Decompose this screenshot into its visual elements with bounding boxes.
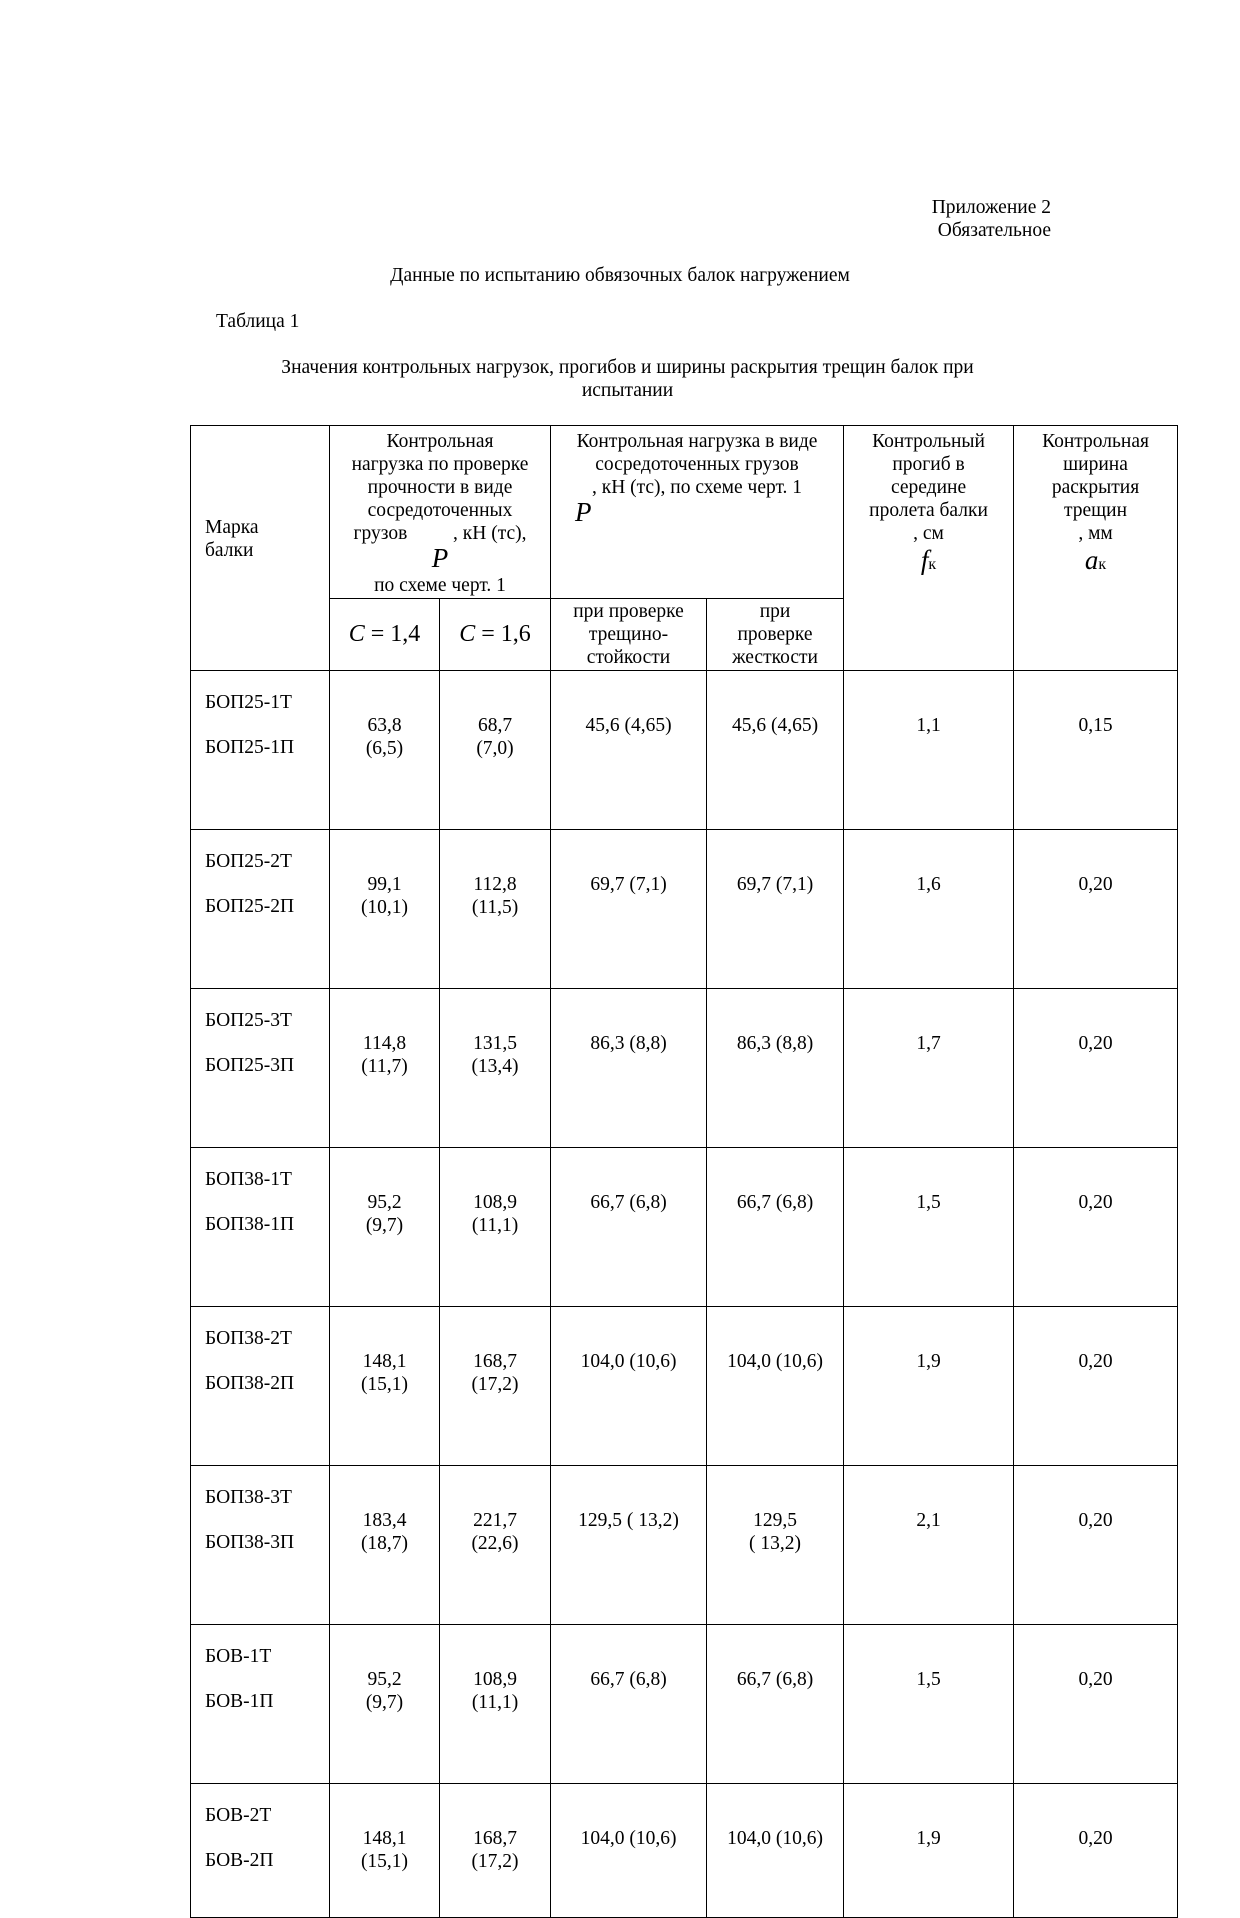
load-c16 [440, 1307, 551, 1466]
header-deflection-line: пролета балки [869, 500, 988, 521]
header-deflection-line: середине [890, 477, 967, 498]
header-concentrated-line: Контрольная нагрузка в виде [576, 431, 818, 452]
load-c16-tf: (13,4) [471, 1056, 519, 1077]
c16-var: C [459, 621, 476, 648]
load-symbol: P [575, 497, 592, 527]
page-heading: Данные по испытанию обвязочных балок нагружением [390, 265, 850, 286]
stiff-check-line: жесткости [732, 647, 818, 668]
load-c16-tf: (22,6) [471, 1533, 519, 1554]
load-c14 [330, 1784, 440, 1918]
crack-check-line: при проверке [573, 601, 684, 622]
crack-width-value [1014, 1307, 1178, 1466]
header-mark-line2: балки [205, 540, 254, 561]
ak-value: 0,20 [1078, 1669, 1113, 1690]
beam-mark-t: БОП38-3Т [205, 1487, 292, 1508]
deflection-value [844, 989, 1014, 1148]
ak-value: 0,20 [1078, 1351, 1113, 1372]
beam-mark-p: БОП25-3П [205, 1055, 295, 1076]
header-strength-line [330, 522, 550, 545]
stiff-value: 66,7 (6,8) [736, 1669, 814, 1690]
header-stiffness [707, 599, 844, 671]
table-row [191, 1625, 1178, 1784]
load-c14-kn: 99,1 [367, 874, 402, 895]
load-crack-resistance [551, 1784, 707, 1918]
load-crack-resistance [551, 1466, 707, 1625]
stiff-check-line: проверке [737, 624, 813, 645]
beam-mark-p: БОП38-2П [205, 1373, 295, 1394]
header-strength-scheme: по схеме черт. 1 [374, 575, 506, 596]
header-row-1 [191, 426, 1178, 599]
load-c16 [440, 1466, 551, 1625]
load-c16-kn: 168,7 [473, 1351, 517, 1372]
load-c14-kn: 63,8 [367, 715, 402, 736]
load-c16-kn: 108,9 [473, 1192, 517, 1213]
beam-mark-t: БОВ-1Т [205, 1646, 272, 1667]
load-crack-resistance [551, 1625, 707, 1784]
table-row [191, 1148, 1178, 1307]
deflection-var: f [920, 545, 929, 575]
crack-value: 66,7 (6,8) [590, 1192, 667, 1213]
beam-mark-t: БОП38-2Т [205, 1328, 292, 1349]
fk-value: 1,5 [916, 1669, 941, 1690]
fk-value: 1,9 [916, 1828, 941, 1849]
load-c14-tf: (18,7) [360, 1533, 409, 1554]
beam-mark [191, 1466, 330, 1625]
load-c16-kn: 108,9 [473, 1669, 517, 1690]
crack-value: 45,6 (4,65) [585, 715, 672, 736]
header-deflection-line: , см [913, 523, 944, 544]
fk-value: 1,7 [916, 1033, 941, 1054]
fk-value: 2,1 [916, 1510, 941, 1531]
deflection-value [844, 1625, 1014, 1784]
load-crack-resistance [551, 989, 707, 1148]
c16-eq: = 1,6 [475, 621, 531, 648]
crack-width-value [1014, 830, 1178, 989]
crack-check-line: стойкости [586, 647, 671, 668]
stiff-value: 66,7 (6,8) [736, 1192, 814, 1213]
beam-mark-p: БОП38-3П [205, 1532, 295, 1553]
ak-value: 0,20 [1078, 874, 1113, 895]
load-stiffness [707, 1625, 844, 1784]
load-c16 [440, 989, 551, 1148]
load-c14 [330, 1307, 440, 1466]
stiff-value: 104,0 (10,6) [727, 1351, 823, 1372]
crack-var: a [1084, 545, 1099, 575]
load-c14-tf: (9,7) [365, 1215, 404, 1236]
table-row [191, 989, 1178, 1148]
header-crack-resistance [551, 599, 707, 671]
crack-value: 69,7 (7,1) [590, 874, 667, 895]
header-strength-line: Контрольная [386, 431, 494, 452]
load-c16-kn: 168,7 [473, 1828, 517, 1849]
table-row [191, 830, 1178, 989]
fk-value: 1,5 [916, 1192, 941, 1213]
beam-mark [191, 1784, 330, 1918]
beam-mark-t: БОП25-3Т [205, 1010, 292, 1031]
header-strength-unit: , кН (тс), [453, 523, 527, 544]
table-row [191, 671, 1178, 830]
ak-value: 0,20 [1078, 1192, 1113, 1213]
deflection-value [844, 830, 1014, 989]
table-row [191, 1784, 1178, 1918]
beam-mark-p: БОВ-1П [205, 1691, 274, 1712]
header-c16 [440, 599, 551, 671]
crack-value: 129,5 ( 13,2) [578, 1510, 679, 1531]
header-crack-line: ширина [1063, 454, 1128, 475]
load-c16-tf: (11,1) [471, 1215, 519, 1236]
load-c14-kn: 114,8 [362, 1033, 407, 1054]
ak-value: 0,20 [1078, 1033, 1113, 1054]
header-crack-line: трещин [1064, 500, 1128, 521]
header-strength-line: сосредоточенных [367, 500, 513, 521]
fk-value: 1,6 [916, 874, 941, 895]
load-crack-resistance [551, 671, 707, 830]
load-c16 [440, 671, 551, 830]
appendix-label [932, 196, 1051, 243]
load-stiffness [707, 1466, 844, 1625]
header-concentrated-line: , кН (тс), по схеме черт. 1 [591, 477, 803, 498]
load-c16-tf: (17,2) [471, 1851, 519, 1872]
fk-value: 1,1 [916, 715, 941, 736]
crack-value: 104,0 (10,6) [580, 1828, 677, 1849]
load-c14-kn: 183,4 [362, 1510, 407, 1531]
load-c14-tf: (15,1) [360, 1851, 409, 1872]
crack-symbol [1014, 547, 1177, 575]
stiff-check-line: при [759, 601, 791, 622]
load-c16-kn: 131,5 [473, 1033, 517, 1054]
load-stiffness [707, 1148, 844, 1307]
load-c16 [440, 830, 551, 989]
crack-value: 86,3 (8,8) [590, 1033, 667, 1054]
header-crack-line: раскрытия [1051, 477, 1140, 498]
beam-mark-t: БОП25-1Т [205, 692, 292, 713]
appendix-number: Приложение 2 [931, 197, 1051, 218]
deflection-value [844, 1466, 1014, 1625]
stiff-value: 86,3 (8,8) [736, 1033, 814, 1054]
load-c14-tf: (9,7) [365, 1692, 404, 1713]
deflection-sub: к [928, 556, 937, 573]
load-c14 [330, 1466, 440, 1625]
load-c16-kn: 112,8 [473, 874, 517, 895]
load-stiffness [707, 671, 844, 830]
crack-value: 104,0 (10,6) [580, 1351, 677, 1372]
c14-var: C [348, 621, 365, 648]
beam-mark [191, 671, 330, 830]
beam-mark-p: БОП38-1П [205, 1214, 295, 1235]
stiff-value: 45,6 (4,65) [731, 715, 819, 736]
load-c16-tf: (17,2) [471, 1374, 519, 1395]
load-crack-resistance [551, 1307, 707, 1466]
load-c16 [440, 1625, 551, 1784]
header-crack-line: , мм [1078, 523, 1113, 544]
load-c16 [440, 1784, 551, 1918]
crack-width-value [1014, 1625, 1178, 1784]
stiff-value: 129,5 [753, 1510, 797, 1531]
crack-width-value [1014, 1148, 1178, 1307]
crack-width-value [1014, 671, 1178, 830]
load-c14-kn: 148,1 [362, 1828, 407, 1849]
appendix-status: Обязательное [937, 220, 1051, 242]
load-c16-tf: (11,1) [471, 1692, 519, 1713]
load-c14-tf: (15,1) [360, 1374, 409, 1395]
beam-mark-p: БОВ-2П [205, 1850, 274, 1871]
header-strength-load [330, 426, 551, 599]
table-row [191, 1307, 1178, 1466]
header-mark-line1: Марка [205, 517, 259, 538]
load-c14-kn: 95,2 [367, 1192, 402, 1213]
deflection-value [844, 1148, 1014, 1307]
data-table [190, 425, 1178, 1918]
header-strength-line: нагрузка по проверке [351, 454, 529, 475]
ak-value: 0,20 [1078, 1828, 1113, 1849]
load-c14-kn: 148,1 [362, 1351, 407, 1372]
header-strength-line: прочности в виде [367, 477, 513, 498]
beam-mark-p: БОП25-2П [205, 896, 295, 917]
beam-mark [191, 1307, 330, 1466]
load-stiffness [707, 1307, 844, 1466]
header-mark [191, 426, 330, 671]
header-deflection-line: Контрольный [872, 431, 985, 452]
header-deflection [844, 426, 1014, 671]
load-stiffness [707, 1784, 844, 1918]
beam-mark [191, 830, 330, 989]
crack-value: 66,7 (6,8) [590, 1669, 667, 1690]
crack-width-value [1014, 1466, 1178, 1625]
load-c16-tf: (7,0) [476, 738, 514, 759]
beam-mark-p: БОП25-1П [205, 737, 295, 758]
deflection-value [844, 671, 1014, 830]
load-crack-resistance [551, 1148, 707, 1307]
fk-value: 1,9 [916, 1351, 941, 1372]
crack-check-line: трещино- [588, 624, 669, 645]
header-concentrated-line: сосредоточенных грузов [595, 454, 799, 475]
load-c14 [330, 671, 440, 830]
header-deflection-line: прогиб в [892, 454, 965, 475]
table-label: Таблица 1 [216, 311, 300, 332]
deflection-value [844, 1307, 1014, 1466]
beam-mark-t: БОВ-2Т [205, 1805, 272, 1826]
c14-eq: = 1,4 [364, 621, 421, 648]
load-c14-tf: (10,1) [360, 897, 409, 918]
stiff-value: 69,7 (7,1) [736, 874, 814, 895]
stiff-value: 104,0 (10,6) [727, 1828, 823, 1849]
header-c14 [330, 599, 440, 671]
load-c14-tf: (11,7) [361, 1056, 408, 1077]
ak-value: 0,15 [1078, 715, 1113, 736]
stiff-value-2: ( 13,2) [749, 1533, 802, 1554]
load-c14 [330, 1625, 440, 1784]
crack-width-value [1014, 989, 1178, 1148]
load-symbol: P [431, 543, 449, 573]
table-body [191, 671, 1178, 1918]
load-c14-kn: 95,2 [367, 1669, 402, 1690]
beam-mark [191, 1625, 330, 1784]
crack-sub: к [1098, 556, 1107, 573]
load-stiffness [707, 989, 844, 1148]
load-stiffness [707, 830, 844, 989]
table-row [191, 1466, 1178, 1625]
load-c16-kn: 68,7 [477, 715, 513, 736]
header-crack-line: Контрольная [1042, 431, 1149, 452]
load-c14 [330, 830, 440, 989]
beam-mark-t: БОП38-1Т [205, 1169, 292, 1190]
load-c14 [330, 1148, 440, 1307]
header-crack-width [1014, 426, 1178, 671]
table-caption: Значения контрольных нагрузок, прогибов и ширины раскрытия трещин балок при испытании [281, 357, 974, 402]
deflection-symbol [844, 547, 1013, 575]
load-c14 [330, 989, 440, 1148]
beam-mark [191, 1148, 330, 1307]
load-c14-tf: (6,5) [365, 738, 404, 759]
beam-mark [191, 989, 330, 1148]
beam-mark-t: БОП25-2Т [205, 851, 292, 872]
crack-width-value [1014, 1784, 1178, 1918]
ak-value: 0,20 [1078, 1510, 1113, 1531]
load-c16 [440, 1148, 551, 1307]
load-c16-tf: (11,5) [471, 897, 519, 918]
load-c16-kn: 221,7 [473, 1510, 517, 1531]
header-concentrated-load [551, 426, 844, 599]
header-strength-word: грузов [353, 523, 408, 544]
load-crack-resistance [551, 830, 707, 989]
deflection-value [844, 1784, 1014, 1918]
